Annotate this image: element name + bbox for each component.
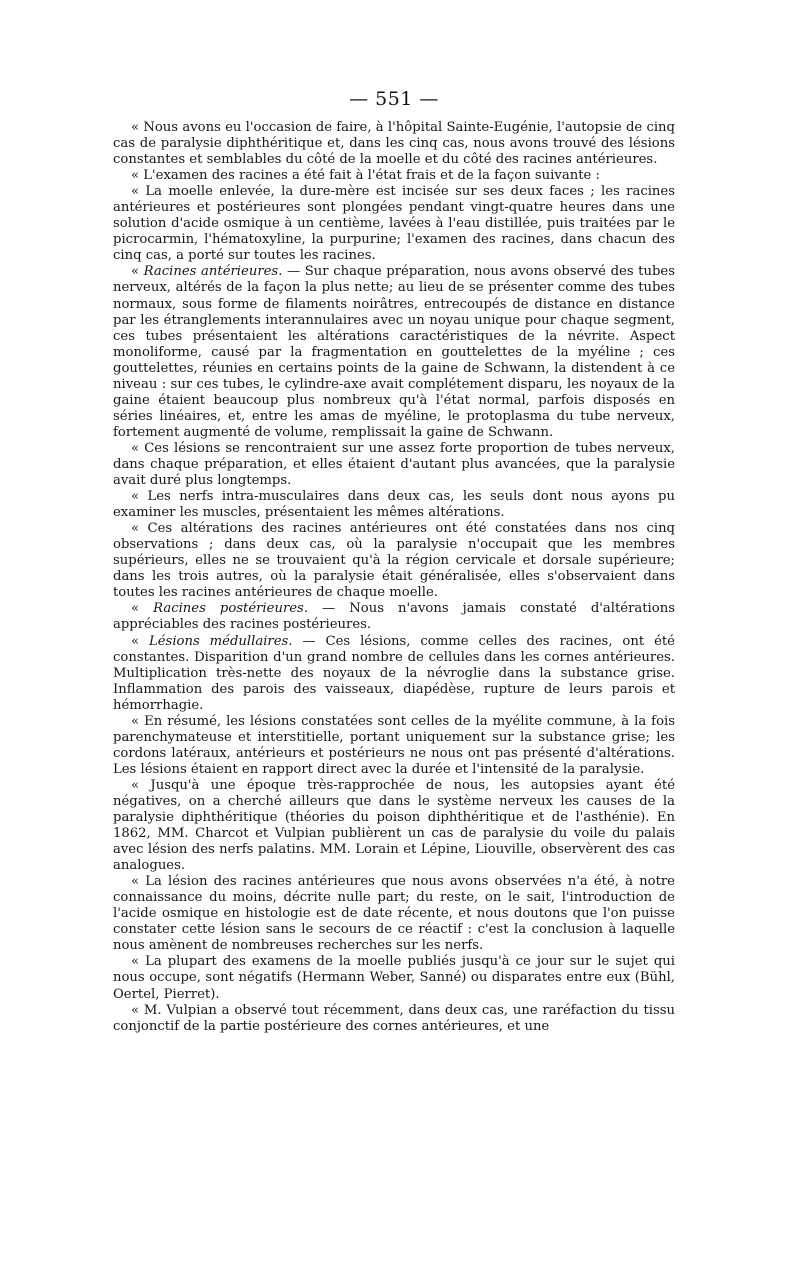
paragraph-en-resume: « En résumé, les lésions constatées sont celles de la myélite commune, à la fois parenchymateuse et interstitielle, portant uniquement sur la substance grise; les cordons latéraux, antérieurs et postérieurs ne nous ont pas présenté d'altérations. Les lésions étaient en rapport direct avec la durée et l'intensité de la paralysie. bbox=[113, 713, 675, 777]
document-page bbox=[113, 88, 675, 1035]
paragraph-body: — Sur chaque préparation, nous avons observé des tubes nerveux, altérés de la façon la plus nette; au lieu de se présenter comme des tubes normaux, sous forme de filaments noirâtres, entrecoupés de distance en distance par les étranglements interannulaires avec un noyau unique pour chaque segment, ces tubes présentaient les altérations caractéristiques de la névrite. Aspect monoliforme, causé par la fragmentation en gouttelettes de la myéline ; ces gouttelettes, réunies en certains points de la gaine de Schwann, la distendent à ce niveau : sur ces tubes, le cylindre-axe avait complétement disparu, les noyaux de la gaine étaient beaucoup plus nombreux qu'à l'état normal, parfois disposés en séries linéaires, et, entre les amas de myéline, le protoplasma du tube nerveux, fortement augmenté de volume, remplissait la gaine de Schwann. bbox=[113, 264, 675, 440]
section-heading-racines-anterieures: Racines antérieures. bbox=[143, 264, 283, 280]
paragraph-ces-lesions: « Ces lésions se rencontraient sur une assez forte proportion de tubes nerveux, dans chaque préparation, et elles étaient d'autant plus avancées, que la paralysie avait duré plus longtemps. bbox=[113, 440, 675, 489]
paragraph-lesion-des-racines: « La lésion des racines antérieures que nous avons observées n'a été, à notre connaissance du moins, décrite nulle part; du reste, on le sait, l'introduction de l'acide osmique en histologie est de date récente, et nous doutons que l'on puisse constater cette lésion sans le secours de ce réactif : c'est la conclusion à laquelle nous amènent de nombreuses recherches sur les nerfs. bbox=[113, 874, 675, 954]
paragraph-autopsie: « Nous avons eu l'occasion de faire, à l'hôpital Sainte-Eugénie, l'autopsie de cinq cas de paralysie diphthéritique et, dans les cinq cas, nous avons trouvé des lésions constantes et semblables du côté de la moelle et du côté des racines antérieures. bbox=[113, 120, 675, 168]
paragraph-racines-anterieures bbox=[113, 264, 675, 441]
paragraph-prefix: « bbox=[131, 264, 144, 280]
paragraph-racines-posterieures bbox=[113, 601, 675, 633]
section-heading-lesions-medullaires: Lésions médullaires. bbox=[148, 633, 293, 649]
page-number: — 551 — bbox=[349, 88, 439, 110]
section-heading-racines-posterieures: Racines postérieures. bbox=[153, 601, 309, 617]
paragraph-moelle-enlevee: « La moelle enlevée, la dure-mère est incisée sur ses deux faces ; les racines antérieures et postérieures sont plongées pendant vingt-quatre heures dans une solution d'acide osmique à un centième, lavées à l'eau distillée, puis traitées par le picrocarmin, l'hématoxyline, la purpurine; l'examen des racines, dans chacun des cinq cas, a porté sur toutes les racines. bbox=[113, 184, 675, 264]
paragraph-body: — Nous n'avons jamais constaté d'altérations appréciables des racines postérieures. bbox=[113, 601, 675, 633]
paragraph-lesions-medullaires bbox=[113, 634, 675, 714]
paragraph-examen-racines: « L'examen des racines a été fait à l'état frais et de la façon suivante : bbox=[131, 168, 600, 184]
paragraph-nerfs-intra-musculaires: « Les nerfs intra-musculaires dans deux cas, les seuls dont nous ayons pu examiner les muscles, présentaient les mêmes altérations. bbox=[113, 489, 675, 521]
paragraph-prefix: « bbox=[131, 601, 154, 617]
paragraph-prefix: « bbox=[131, 633, 149, 649]
paragraph-body: — Ces lésions, comme celles des racines, ont été constantes. Disparition d'un grand nombre de cellules dans les cornes antérieures. Multiplication très-nette des noyaux de la névroglie dans la substance grise. Inflammation des parois des vaisseaux, diapédèse, rupture de leurs parois et hémorrhagie. bbox=[113, 633, 675, 713]
paragraph-ces-alterations: « Ces altérations des racines antérieures ont été constatées dans nos cinq observations ; dans deux cas, où la paralysie n'occupait que les membres supérieurs, elles ne se trouvaient qu'à la région cervicale et dorsale supérieure; dans les trois autres, où la paralysie était généralisée, elles s'observaient dans toutes les racines antérieures de chaque moelle. bbox=[113, 521, 675, 601]
paragraph-jusqua-une-epoque: « Jusqu'à une époque très-rapprochée de nous, les autopsies ayant été négatives, on a cherché ailleurs que dans le système nerveux les causes de la paralysie diphthéritique (théories du poison diphthéritique et de l'asthénie). En 1862, MM. Charcot et Vulpian publièrent un cas de paralysie du voile du palais avec lésion des nerfs palatins. MM. Lorain et Lépine, Liouville, observèrent des cas analogues. bbox=[113, 777, 675, 874]
paragraph-la-plupart: « La plupart des examens de la moelle publiés jusqu'à ce jour sur le sujet qui nous occupe, sont négatifs (Hermann Weber, Sanné) ou disparates entre eux (Bühl, Oertel, Pierret). bbox=[113, 954, 675, 1002]
paragraph-vulpian: « M. Vulpian a observé tout récemment, dans deux cas, une raréfaction du tissu conjonctif de la partie postérieure des cornes antérieures, et une bbox=[113, 1002, 675, 1034]
